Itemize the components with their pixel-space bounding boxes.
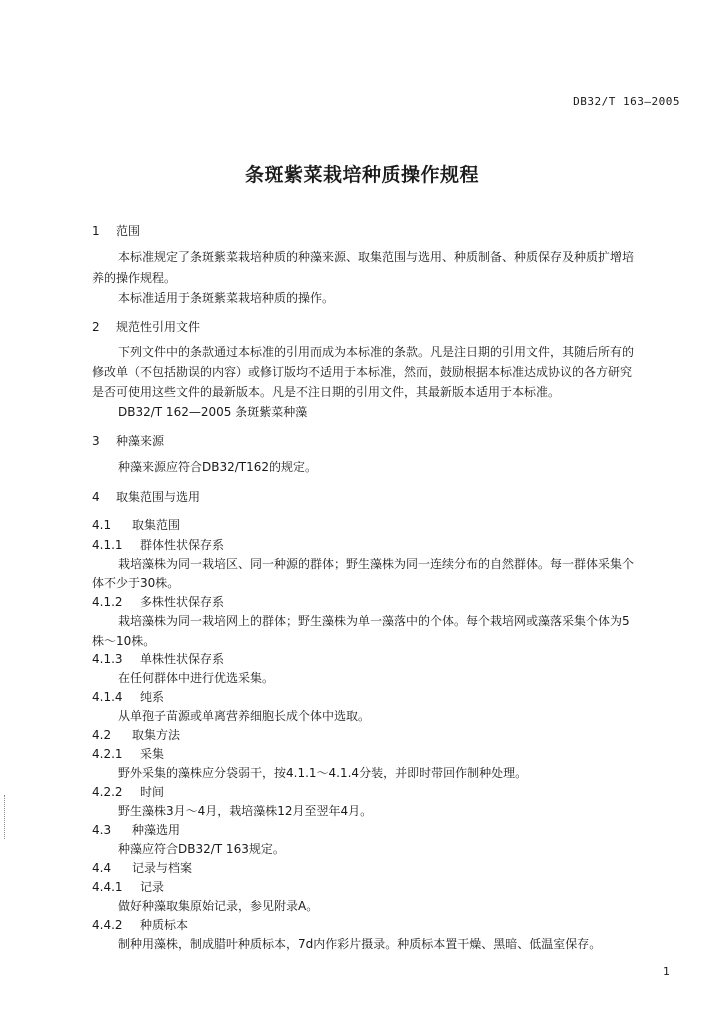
- paragraph-line: 栽培藻株为同一栽培网上的群体；野生藻株为单一藻落中的个体。每个栽培网或藻落采集个体为5: [118, 614, 630, 628]
- section-number: 1: [92, 224, 100, 238]
- section-title: 规范性引用文件: [116, 320, 201, 334]
- subsection-heading-4-1-3: [92, 652, 224, 666]
- subsection-title: 纯系: [140, 690, 165, 704]
- paragraph-line: 株～10株。: [92, 634, 156, 648]
- paragraph-line: 野外采集的藻株应分袋弱干，按4.1.1～4.1.4分装，并即时带回作制种处理。: [118, 766, 528, 780]
- paragraph-line: 养的操作规程。: [92, 271, 177, 285]
- document-code: DB32/T 163—2005: [573, 95, 680, 108]
- paragraph-line: 在任何群体中进行优选采集。: [118, 671, 275, 685]
- section-number: 3: [92, 434, 100, 448]
- paragraph-line: 栽培藻株为同一栽培区、同一种源的群体；野生藻株为同一连续分布的自然群体。每一群体采集个: [118, 557, 635, 571]
- paragraph-line: 是否可使用这些文件的最新版本。凡是不注日期的引用文件，其最新版本适用于本标准。: [92, 385, 561, 399]
- subsection-title: 取集方法: [132, 728, 181, 742]
- subsection-heading-4-4-2: [92, 918, 188, 932]
- section-title: 取集范围与选用: [116, 490, 201, 504]
- paragraph-line: 体不少于30株。: [92, 576, 180, 590]
- subsection-number: 4.2: [92, 728, 112, 742]
- paragraph-line: 下列文件中的条款通过本标准的引用而成为本标准的条款。凡是注日期的引用文件，其随后所有的: [118, 345, 635, 359]
- paragraph-line: 本标准适用于条斑紫菜栽培种质的操作。: [118, 291, 335, 305]
- paragraph-line: 修改单（不包括勘误的内容）或修订版均不适用于本标准，然而，鼓励根据本标准达成协议的各方研究: [92, 365, 633, 379]
- subsection-title: 采集: [140, 747, 165, 761]
- subsection-heading-4-2-1: [92, 747, 164, 761]
- subsection-number: 4.4.1: [92, 880, 123, 894]
- subsection-title: 时间: [140, 785, 165, 799]
- page-title: 条斑紫菜栽培种质操作规程: [244, 164, 479, 186]
- section-heading-2: [92, 320, 200, 334]
- subsection-title: 种质标本: [140, 918, 189, 932]
- paragraph-line: 从单孢子苗源或单离营养细胞长成个体中选取。: [118, 709, 371, 723]
- subsection-title: 多株性状保存系: [140, 595, 225, 609]
- subsection-heading-4-1: [92, 518, 180, 532]
- subsection-heading-4-2: [92, 728, 180, 742]
- page-number: 1: [663, 965, 670, 978]
- section-title: 范围: [116, 224, 141, 238]
- subsection-title: 种藻选用: [132, 823, 181, 837]
- subsection-heading-4-1-1: [92, 538, 224, 552]
- paragraph-line: 野生藻株3月～4月，栽培藻株12月至翌年4月。: [118, 804, 373, 818]
- subsection-heading-4-4: [92, 861, 192, 875]
- subsection-title: 取集范围: [132, 518, 181, 532]
- subsection-heading-4-3: [92, 823, 180, 837]
- subsection-title: 单株性状保存系: [140, 652, 225, 666]
- subsection-number: 4.1.3: [92, 652, 123, 666]
- subsection-number: 4.2.1: [92, 747, 123, 761]
- paragraph-line: 制种用藻株，制成腊叶种质标本，7d内作彩片摄录。种质标本置干燥、黑暗、低温室保存。: [118, 937, 602, 951]
- reference-line: DB32/T 162—2005 条斑紫菜种藻: [118, 405, 308, 419]
- subsection-title: 群体性状保存系: [140, 538, 225, 552]
- section-heading-1: [92, 224, 140, 238]
- section-title: 种藻来源: [116, 434, 165, 448]
- section-number: 2: [92, 320, 100, 334]
- scan-edge-marks: [4, 795, 8, 839]
- subsection-number: 4.3: [92, 823, 112, 837]
- subsection-number: 4.4: [92, 861, 112, 875]
- subsection-heading-4-4-1: [92, 880, 164, 894]
- subsection-heading-4-1-2: [92, 595, 224, 609]
- subsection-number: 4.1: [92, 518, 112, 532]
- section-number: 4: [92, 490, 100, 504]
- subsection-number: 4.4.2: [92, 918, 123, 932]
- subsection-heading-4-1-4: [92, 690, 164, 704]
- paragraph-line: 种藻应符合DB32/T 163规定。: [118, 842, 285, 856]
- subsection-number: 4.1.4: [92, 690, 123, 704]
- subsection-heading-4-2-2: [92, 785, 164, 799]
- subsection-title: 记录与档案: [132, 861, 193, 875]
- paragraph-line: 种藻来源应符合DB32/T162的规定。: [118, 460, 318, 474]
- section-heading-3: [92, 434, 164, 448]
- subsection-number: 4.1.1: [92, 538, 123, 552]
- subsection-title: 记录: [140, 880, 165, 894]
- subsection-number: 4.1.2: [92, 595, 123, 609]
- section-heading-4: [92, 490, 200, 504]
- paragraph-line: 本标准规定了条斑紫菜栽培种质的种藻来源、取集范围与选用、种质制备、种质保存及种质扩增培: [118, 250, 635, 264]
- paragraph-line: 做好种藻取集原始记录，参见附录A。: [118, 899, 319, 913]
- subsection-number: 4.2.2: [92, 785, 123, 799]
